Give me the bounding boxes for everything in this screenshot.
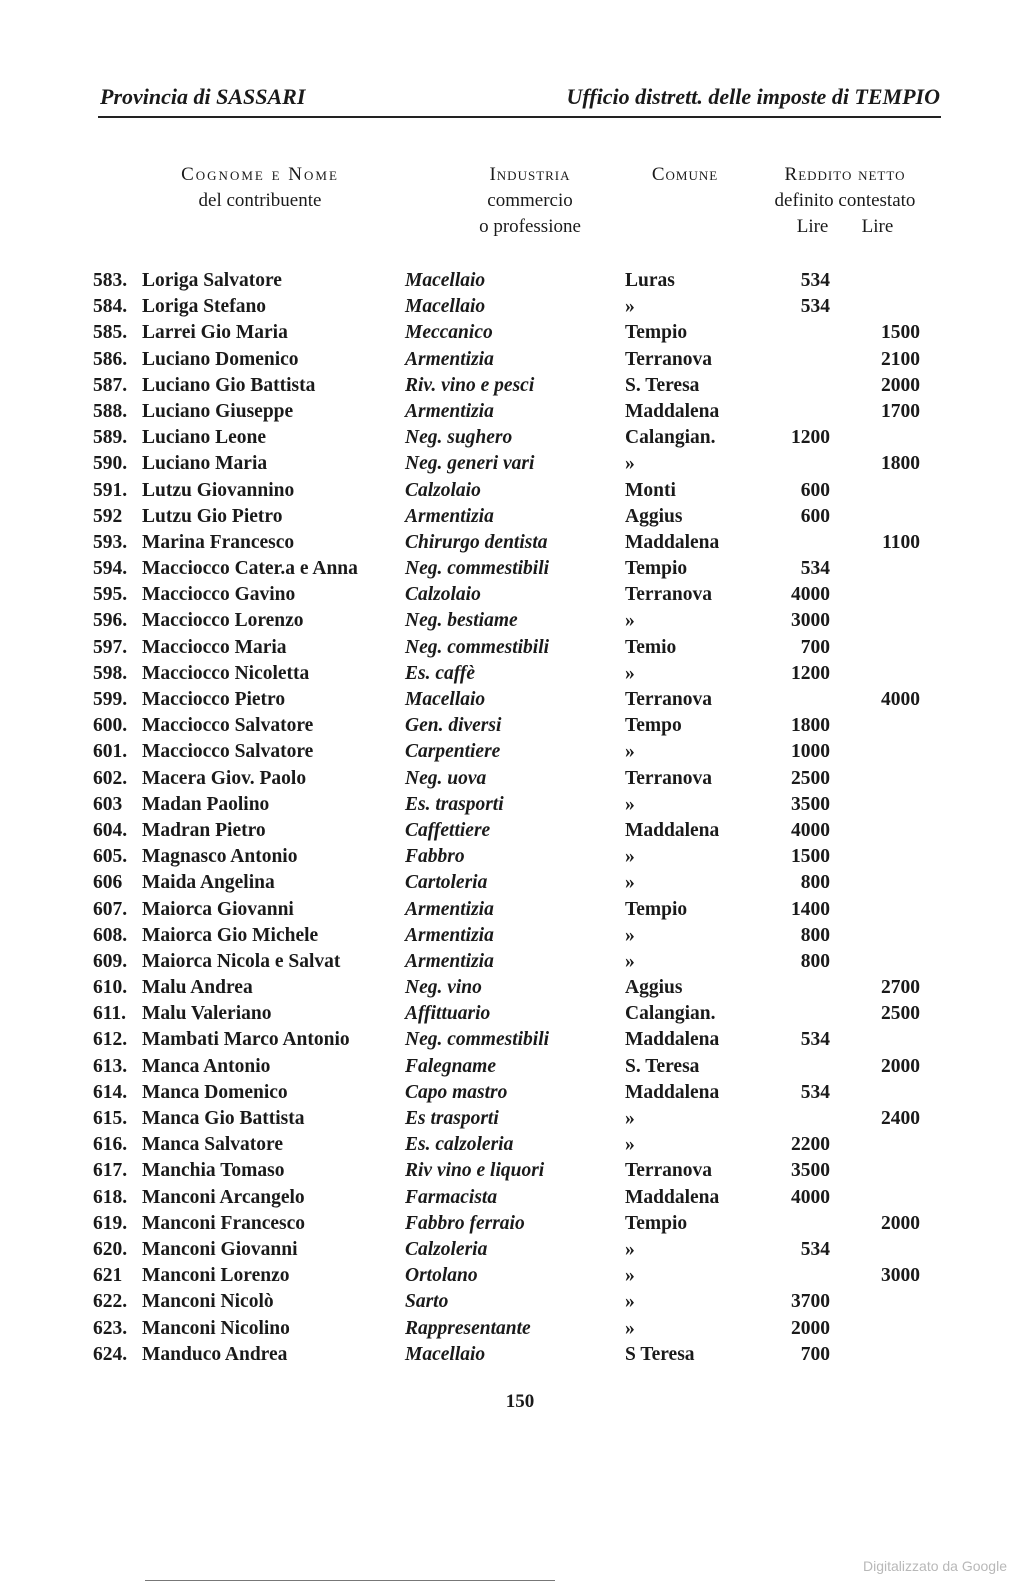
industry: Gen. diversi [405, 715, 502, 737]
table-row [0, 846, 1025, 872]
column-sub-reddito: definito contestato [774, 190, 916, 211]
row-number: 583. [93, 270, 128, 291]
row-number: 601. [93, 741, 128, 763]
taxpayer-name: Mambati Marco Antonio [142, 1029, 350, 1051]
taxpayer-name: Macera Giov. Paolo [142, 767, 307, 789]
industry: Caffettiere [405, 819, 491, 841]
table-row [0, 1239, 1025, 1265]
comune: » [625, 296, 635, 318]
income-defined: 3500 [791, 1160, 830, 1182]
comune: Maddalena [625, 1186, 720, 1208]
industry: Falegname [405, 1055, 496, 1077]
row-number: 584. [93, 296, 128, 318]
comune: Terranova [625, 1160, 713, 1182]
table-row [0, 375, 1025, 401]
industry: Neg. vino [405, 977, 482, 999]
comune: Calangian. [625, 1003, 716, 1025]
income-defined: 4000 [791, 584, 830, 606]
income-defined: 3500 [791, 793, 830, 815]
taxpayer-name: Loriga Stefano [142, 296, 267, 318]
taxpayer-name: Macciocco Gavino [142, 584, 296, 606]
income-contested: 1700 [881, 400, 920, 422]
industry: Es. caffè [405, 662, 476, 684]
table-row [0, 1082, 1025, 1108]
row-number: 595. [93, 584, 128, 606]
taxpayer-name: Lutzu Giovannino [142, 479, 295, 501]
column-sub-industry-2: o professione [479, 216, 581, 237]
comune: S. Teresa [625, 1055, 700, 1077]
income-defined: 534 [800, 1029, 830, 1051]
comune: » [625, 610, 635, 632]
income-defined: 600 [800, 479, 830, 501]
industry: Neg. commestibili [405, 1029, 550, 1051]
comune: Tempio [625, 322, 688, 344]
taxpayer-name: Loriga Salvatore [142, 270, 282, 291]
income-defined: 800 [800, 924, 830, 946]
industry: Calzolaio [405, 479, 481, 501]
row-number: 604. [93, 819, 128, 841]
page-number: 150 [505, 1391, 535, 1412]
income-defined: 800 [800, 950, 830, 972]
taxpayer-name: Maida Angelina [142, 872, 275, 894]
row-number: 602. [93, 767, 128, 789]
comune: Aggius [625, 977, 683, 999]
taxpayer-name: Macciocco Nicoletta [142, 662, 310, 684]
taxpayer-name: Macciocco Salvatore [142, 715, 314, 737]
income-contested: 2100 [881, 348, 920, 370]
row-number: 589. [93, 427, 128, 449]
taxpayer-name: Manconi Lorenzo [142, 1265, 290, 1287]
column-title-industry: Industria [489, 164, 571, 185]
industry: Neg. generi vari [405, 453, 535, 475]
table-row [0, 689, 1025, 715]
table-row [0, 1318, 1025, 1344]
taxpayer-name: Magnasco Antonio [142, 846, 298, 868]
comune: Tempio [625, 558, 688, 580]
table-row [0, 794, 1025, 820]
income-defined: 4000 [791, 819, 830, 841]
table-row [0, 506, 1025, 532]
industry: Macellaio [405, 1343, 486, 1365]
taxpayer-name: Macciocco Maria [142, 636, 287, 658]
header-rule [98, 116, 941, 118]
income-defined: 1000 [791, 741, 830, 763]
table-row [0, 899, 1025, 925]
table-row [0, 925, 1025, 951]
table-row [0, 453, 1025, 479]
taxpayer-name: Manca Salvatore [142, 1134, 283, 1156]
comune: » [625, 924, 635, 946]
row-number: 618. [93, 1186, 128, 1208]
comune: » [625, 1238, 635, 1260]
taxpayer-name: Malu Valeriano [142, 1003, 272, 1025]
comune: » [625, 1108, 635, 1129]
comune: Tempo [625, 715, 682, 737]
bottom-rule [145, 1580, 555, 1581]
table-row [0, 322, 1025, 348]
comune: » [625, 793, 635, 815]
industry: Calzoleria [405, 1238, 488, 1260]
header-office: Ufficio distrett. delle imposte di TEMPIO [566, 84, 940, 109]
taxpayer-name: Manconi Francesco [142, 1212, 306, 1234]
row-number: 599. [93, 689, 128, 710]
column-header-reddito [745, 162, 945, 240]
table-row [0, 872, 1025, 898]
income-defined: 3700 [791, 1291, 830, 1313]
comune: » [625, 1317, 635, 1339]
comune: » [625, 1134, 635, 1156]
taxpayer-name: Madran Pietro [142, 819, 266, 841]
row-number: 592 [93, 505, 123, 527]
table-row [0, 1056, 1025, 1082]
taxpayer-name: Marina Francesco [142, 531, 295, 553]
table-row [0, 663, 1025, 689]
table-row [0, 1265, 1025, 1291]
comune: Terranova [625, 767, 713, 789]
taxpayer-name: Luciano Domenico [142, 348, 299, 370]
comune: Terranova [625, 348, 713, 370]
taxpayer-name: Luciano Leone [142, 427, 267, 449]
row-number: 612. [93, 1029, 128, 1051]
taxpayer-name: Macciocco Pietro [142, 689, 286, 710]
row-number: 610. [93, 977, 128, 999]
industry: Neg. commestibili [405, 636, 550, 658]
row-number: 585. [93, 322, 128, 344]
taxpayer-name: Manca Gio Battista [142, 1108, 305, 1129]
income-defined: 1200 [791, 427, 830, 449]
industry: Neg. bestiame [405, 610, 518, 632]
industry: Armentizia [405, 505, 494, 527]
header-province: Provincia di SASSARI [100, 84, 306, 109]
industry: Es. trasporti [405, 793, 504, 815]
industry: Riv. vino e pesci [405, 374, 535, 396]
table-row [0, 610, 1025, 636]
table-row [0, 558, 1025, 584]
taxpayer-name: Madan Paolino [142, 793, 270, 815]
income-defined: 534 [800, 296, 830, 318]
table-row [0, 1344, 1025, 1370]
taxpayer-name: Macciocco Salvatore [142, 741, 314, 763]
row-number: 586. [93, 348, 128, 370]
taxpayer-name: Maiorca Giovanni [142, 898, 294, 920]
row-number: 591. [93, 479, 128, 501]
table-row [0, 584, 1025, 610]
table-row [0, 480, 1025, 506]
industry: Macellaio [405, 270, 486, 291]
column-title-name: Cognome e Nome [181, 164, 339, 185]
table-row [0, 401, 1025, 427]
comune: Maddalena [625, 1081, 720, 1103]
column-header-industry [445, 162, 615, 240]
comune: Aggius [625, 505, 683, 527]
comune: Terranova [625, 689, 713, 710]
industry: Cartoleria [405, 872, 488, 894]
taxpayer-name: Luciano Maria [142, 453, 268, 475]
income-defined: 4000 [791, 1186, 830, 1208]
row-number: 623. [93, 1317, 128, 1339]
comune: Tempio [625, 898, 688, 920]
table-row [0, 270, 1025, 296]
comune: Calangian. [625, 427, 716, 449]
income-defined: 2200 [791, 1134, 830, 1156]
industry: Calzolaio [405, 584, 481, 606]
comune: » [625, 1291, 635, 1313]
row-number: 596. [93, 610, 128, 632]
comune: Tempio [625, 1212, 688, 1234]
row-number: 593. [93, 531, 128, 553]
table-row [0, 1187, 1025, 1213]
row-number: 613. [93, 1055, 128, 1077]
row-number: 624. [93, 1343, 128, 1365]
industry: Farmacista [405, 1186, 498, 1208]
row-number: 607. [93, 898, 128, 920]
income-contested: 2700 [881, 977, 920, 999]
industry: Chirurgo dentista [405, 531, 548, 553]
table-row [0, 1213, 1025, 1239]
row-number: 609. [93, 950, 128, 972]
income-contested: 1500 [881, 322, 920, 344]
row-number: 590. [93, 453, 128, 475]
industry: Fabbro ferraio [405, 1212, 525, 1234]
row-number: 616. [93, 1134, 128, 1156]
comune: Luras [625, 270, 675, 291]
industry: Macellaio [405, 296, 486, 318]
income-contested: 3000 [881, 1265, 920, 1287]
row-number: 594. [93, 558, 128, 580]
income-defined: 1200 [791, 662, 830, 684]
taxpayer-name: Manconi Giovanni [142, 1238, 298, 1260]
taxpayer-name: Manchia Tomaso [142, 1160, 285, 1182]
row-number: 608. [93, 924, 128, 946]
row-number: 606 [93, 872, 123, 894]
row-number: 622. [93, 1291, 128, 1313]
comune: Terranova [625, 584, 713, 606]
table-row [0, 977, 1025, 1003]
income-defined: 534 [800, 1238, 830, 1260]
income-defined: 1500 [791, 846, 830, 868]
industry: Rappresentante [405, 1317, 531, 1339]
row-number: 600. [93, 715, 128, 737]
table-row [0, 1108, 1025, 1134]
column-header-name [130, 162, 390, 214]
comune: » [625, 741, 635, 763]
industry: Armentizia [405, 898, 494, 920]
comune: » [625, 662, 635, 684]
industry: Armentizia [405, 348, 494, 370]
taxpayer-name: Manduco Andrea [142, 1343, 288, 1365]
income-contested: 2500 [881, 1003, 920, 1025]
comune: Maddalena [625, 819, 720, 841]
income-defined: 3000 [791, 610, 830, 632]
industry: Armentizia [405, 950, 494, 972]
taxpayer-name: Maiorca Gio Michele [142, 924, 319, 946]
industry: Armentizia [405, 924, 494, 946]
row-number: 598. [93, 662, 128, 684]
industry: Neg. sughero [405, 427, 513, 449]
comune: Monti [625, 479, 676, 501]
comune: » [625, 950, 635, 972]
table-row [0, 1003, 1025, 1029]
row-number: 588. [93, 400, 128, 422]
taxpayer-name: Macciocco Lorenzo [142, 610, 304, 632]
income-contested: 2000 [881, 374, 920, 396]
taxpayer-name: Lutzu Gio Pietro [142, 505, 283, 527]
income-defined: 700 [800, 1343, 830, 1365]
industry: Capo mastro [405, 1081, 508, 1103]
row-number: 614. [93, 1081, 128, 1103]
taxpayer-name: Luciano Giuseppe [142, 400, 294, 422]
table-row [0, 637, 1025, 663]
comune: » [625, 846, 635, 868]
row-number: 597. [93, 636, 128, 658]
comune: S. Teresa [625, 374, 700, 396]
table-row [0, 1134, 1025, 1160]
comune: Maddalena [625, 1029, 720, 1051]
digitization-footer: Digitalizzato da Google [863, 1558, 1007, 1574]
income-defined: 1800 [791, 715, 830, 737]
column-units-reddito: Lire Lire [796, 216, 894, 237]
column-sub-industry-1: commercio [487, 190, 573, 211]
column-sub-name: del contribuente [198, 190, 322, 211]
industry: Riv vino e liquori [405, 1160, 545, 1182]
taxpayer-name: Macciocco Cater.a e Anna [142, 558, 358, 580]
table-row [0, 741, 1025, 767]
table-row [0, 1291, 1025, 1317]
income-defined: 2000 [791, 1317, 830, 1339]
table-row [0, 820, 1025, 846]
column-title-reddito: Reddito netto [784, 164, 906, 185]
industry: Sarto [405, 1291, 449, 1313]
income-contested: 1100 [882, 531, 920, 553]
table-row [0, 1029, 1025, 1055]
income-defined: 534 [800, 558, 830, 580]
row-number: 619. [93, 1212, 128, 1234]
taxpayer-name: Luciano Gio Battista [142, 374, 316, 396]
income-defined: 1400 [791, 898, 830, 920]
income-contested: 2400 [881, 1108, 920, 1129]
row-number: 603 [93, 793, 123, 815]
income-defined: 2500 [791, 767, 830, 789]
taxpayer-name: Manconi Nicolò [142, 1291, 274, 1313]
income-defined: 800 [800, 872, 830, 894]
income-defined: 700 [800, 636, 830, 658]
row-number: 620. [93, 1238, 128, 1260]
row-number: 587. [93, 374, 128, 396]
income-contested: 2000 [881, 1212, 920, 1234]
comune: S Teresa [625, 1343, 695, 1365]
taxpayer-name: Manconi Nicolino [142, 1317, 290, 1339]
industry: Macellaio [405, 689, 486, 710]
table-row [0, 715, 1025, 741]
row-number: 617. [93, 1160, 128, 1182]
taxpayer-list [0, 270, 1025, 1370]
row-number: 615. [93, 1108, 128, 1129]
comune: » [625, 453, 635, 475]
comune: Maddalena [625, 531, 720, 553]
industry: Es trasporti [405, 1108, 499, 1129]
industry: Es. calzoleria [405, 1134, 514, 1156]
industry: Carpentiere [405, 741, 501, 763]
industry: Ortolano [405, 1265, 478, 1287]
taxpayer-name: Larrei Gio Maria [142, 322, 288, 344]
industry: Neg. commestibili [405, 558, 550, 580]
table-row [0, 296, 1025, 322]
income-contested: 2000 [881, 1055, 920, 1077]
table-row [0, 768, 1025, 794]
income-defined: 534 [800, 1081, 830, 1103]
column-header-comune [630, 162, 740, 188]
column-title-comune: Comune [651, 164, 719, 185]
row-number: 611. [93, 1003, 127, 1025]
comune: » [625, 1265, 635, 1287]
table-row [0, 427, 1025, 453]
comune: » [625, 872, 635, 894]
income-contested: 4000 [881, 689, 920, 710]
industry: Armentizia [405, 400, 494, 422]
taxpayer-name: Manca Antonio [142, 1055, 271, 1077]
taxpayer-name: Manca Domenico [142, 1081, 288, 1103]
table-row [0, 951, 1025, 977]
taxpayer-name: Malu Andrea [142, 977, 253, 999]
industry: Meccanico [405, 322, 493, 344]
industry: Neg. uova [405, 767, 487, 789]
income-defined: 534 [800, 270, 830, 291]
row-number: 605. [93, 846, 128, 868]
comune: Temio [625, 636, 677, 658]
row-number: 621 [93, 1265, 123, 1287]
table-row [0, 532, 1025, 558]
industry: Affittuario [405, 1003, 491, 1025]
income-contested: 1800 [881, 453, 920, 475]
table-row [0, 349, 1025, 375]
income-defined: 600 [800, 505, 830, 527]
comune: Maddalena [625, 400, 720, 422]
table-row [0, 1160, 1025, 1186]
taxpayer-name: Maiorca Nicola e Salvat [142, 950, 341, 972]
taxpayer-name: Manconi Arcangelo [142, 1186, 305, 1208]
industry: Fabbro [405, 846, 465, 868]
